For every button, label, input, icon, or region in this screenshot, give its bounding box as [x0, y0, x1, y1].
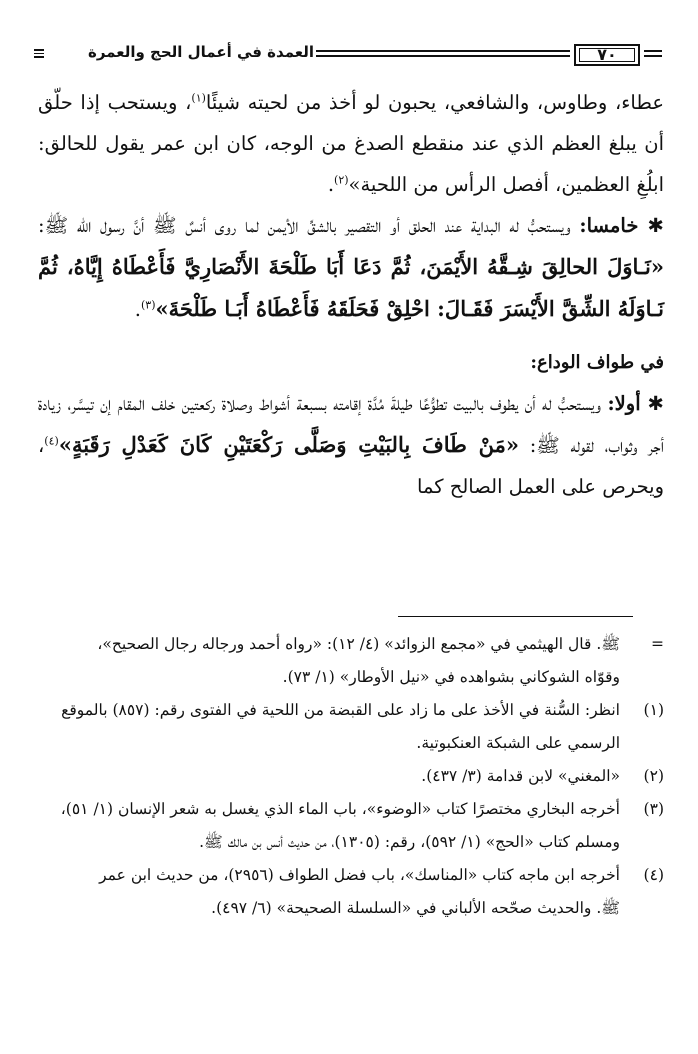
hadith-quote: «نَـاوَلَ الحالِقَ شِـقَّهُ الأَيْمَنَ، ثُمَّ دَعَا أَبَا طَلْحَةَ الأَنْصَارِيَّ فَأَعْطَاهُ إِيَّاهُ، ثُمَّ نَـاوَلَهُ الشِّقَّ الأَيْسَرَ فَقَـالَ: احْلِقْ فَحَلَقَهُ فَأَعْطَاهُ أَبَـا طَلْحَةَ» — [38, 254, 664, 321]
section-title: في طواف الوداع: — [530, 352, 664, 373]
paragraph-fifth — [38, 205, 664, 330]
footnote-line: انظر: السُّنة في الأخذ على ما زاد على القبضة من اللحية في الفتوى رقم: (٨٥٧) بالموقع — [61, 701, 620, 719]
text-run: . — [134, 298, 141, 321]
footnote-number: (٣) — [643, 800, 664, 818]
hadith-quote: «مَنْ طَافَ بِالبَيْتِ وَصَلَّى رَكْعَتَيْنِ كَانَ كَعَدْلِ رَقَبَةٍ» — [58, 432, 520, 457]
paragraph-intro — [38, 82, 664, 205]
main-text — [38, 82, 664, 507]
paragraph-first — [38, 383, 664, 507]
header-rule-left — [316, 50, 570, 57]
footnote-line: وقوّاه الشوكاني بشواهده في «نيل الأوطار» (١/ ٧٣). — [282, 668, 620, 686]
running-header — [34, 44, 666, 72]
footnote-line: ومسلم كتاب «الحج» (١/ ٥٩٢)، رقم: (١٣٠٥)، من حديث أنس بن مالك ﷺ. — [199, 833, 620, 851]
footnote-line: أخرجه البخاري مختصرًا كتاب «الوضوء»، باب الماء الذي يغسل به شعر الإنسان (١/ ٥١)، — [60, 800, 620, 818]
footnote-number: = — [651, 635, 664, 653]
footnote-item — [34, 793, 664, 859]
text-run: . — [327, 173, 335, 196]
footnote-line: الرسمي على الشبكة العنكبوتية. — [416, 734, 620, 752]
text-run: ويستحبُّ له أن يطوف بالبيت تطوُّعًا طيلةَ مُدَّة إقامته بسبعة أشواط وصلاة ركعتين خلف المقام إن تيسَّر، زيادة أجر وثواب، لقوله ﷺ: — [38, 392, 664, 457]
text-run: ابلُغِ العظمين، أفصل الرأس من اللحية» — [348, 173, 664, 196]
footnote-number: (٤) — [643, 866, 664, 884]
footnote-line: ﷺ. قال الهيثمي في «مجمع الزوائد» (٤/ ١٢): «رواه أحمد ورجاله رجال الصحيح»، — [97, 635, 620, 653]
header-end-mark — [34, 49, 44, 58]
footnote-line: أخرجه ابن ماجه كتاب «المناسك»، باب فضل الطواف (٢٩٥٦)، من حديث ابن عمر — [99, 866, 620, 884]
footnote-item — [34, 694, 664, 760]
text-run: ، ويستحب إذا حلّق — [38, 91, 192, 114]
footnote-divider — [398, 616, 633, 617]
footnote-number: (١) — [643, 701, 664, 719]
footnotes — [34, 628, 664, 925]
footnote-item — [34, 628, 664, 694]
footnote-ref[interactable]: (١) — [191, 91, 206, 105]
running-title: العمدة في أعمال الحج والعمرة — [88, 43, 314, 61]
star-bullet-icon: ✱ — [640, 392, 664, 415]
page-number: ٧٠ — [574, 44, 640, 66]
text-run: عطاء، وطاوس، والشافعي، يحبون لو أخذ من لحيته شيئًا — [205, 91, 664, 114]
star-bullet-icon: ✱ — [638, 214, 664, 237]
footnote-ref[interactable]: (٤) — [44, 434, 59, 448]
text-run: ، ويحرص على العمل الصالح كما — [38, 434, 664, 498]
footnote-ref[interactable]: (٢) — [334, 173, 349, 187]
text-run: ويستحبُّ له البداية عند الحلق أو التقصير بالشقِّ الأيمن لما روى — [214, 214, 580, 237]
footnote-item — [34, 760, 664, 793]
header-rule-right — [644, 50, 662, 57]
text-run: أنسٌ ﷺ أنَّ رسول الله ﷺ: — [38, 214, 206, 237]
footnote-ref[interactable]: (٣) — [140, 298, 156, 312]
footnote-item — [34, 859, 664, 925]
item-label: خامسا: — [579, 214, 639, 237]
footnote-line: ﷺ. والحديث صحّحه الألباني في «السلسلة الصحيحة» (٦/ ٤٩٧). — [211, 899, 620, 917]
footnote-number: (٢) — [643, 767, 664, 785]
text-run: أن يبلغ العظم الذي عند منقطع الصدغ من الوجه، كان ابن عمر يقول للحالق: — [38, 132, 664, 155]
item-label: أولا: — [607, 392, 641, 415]
footnote-line: «المغني» لابن قدامة (٣/ ٤٣٧). — [421, 767, 620, 785]
